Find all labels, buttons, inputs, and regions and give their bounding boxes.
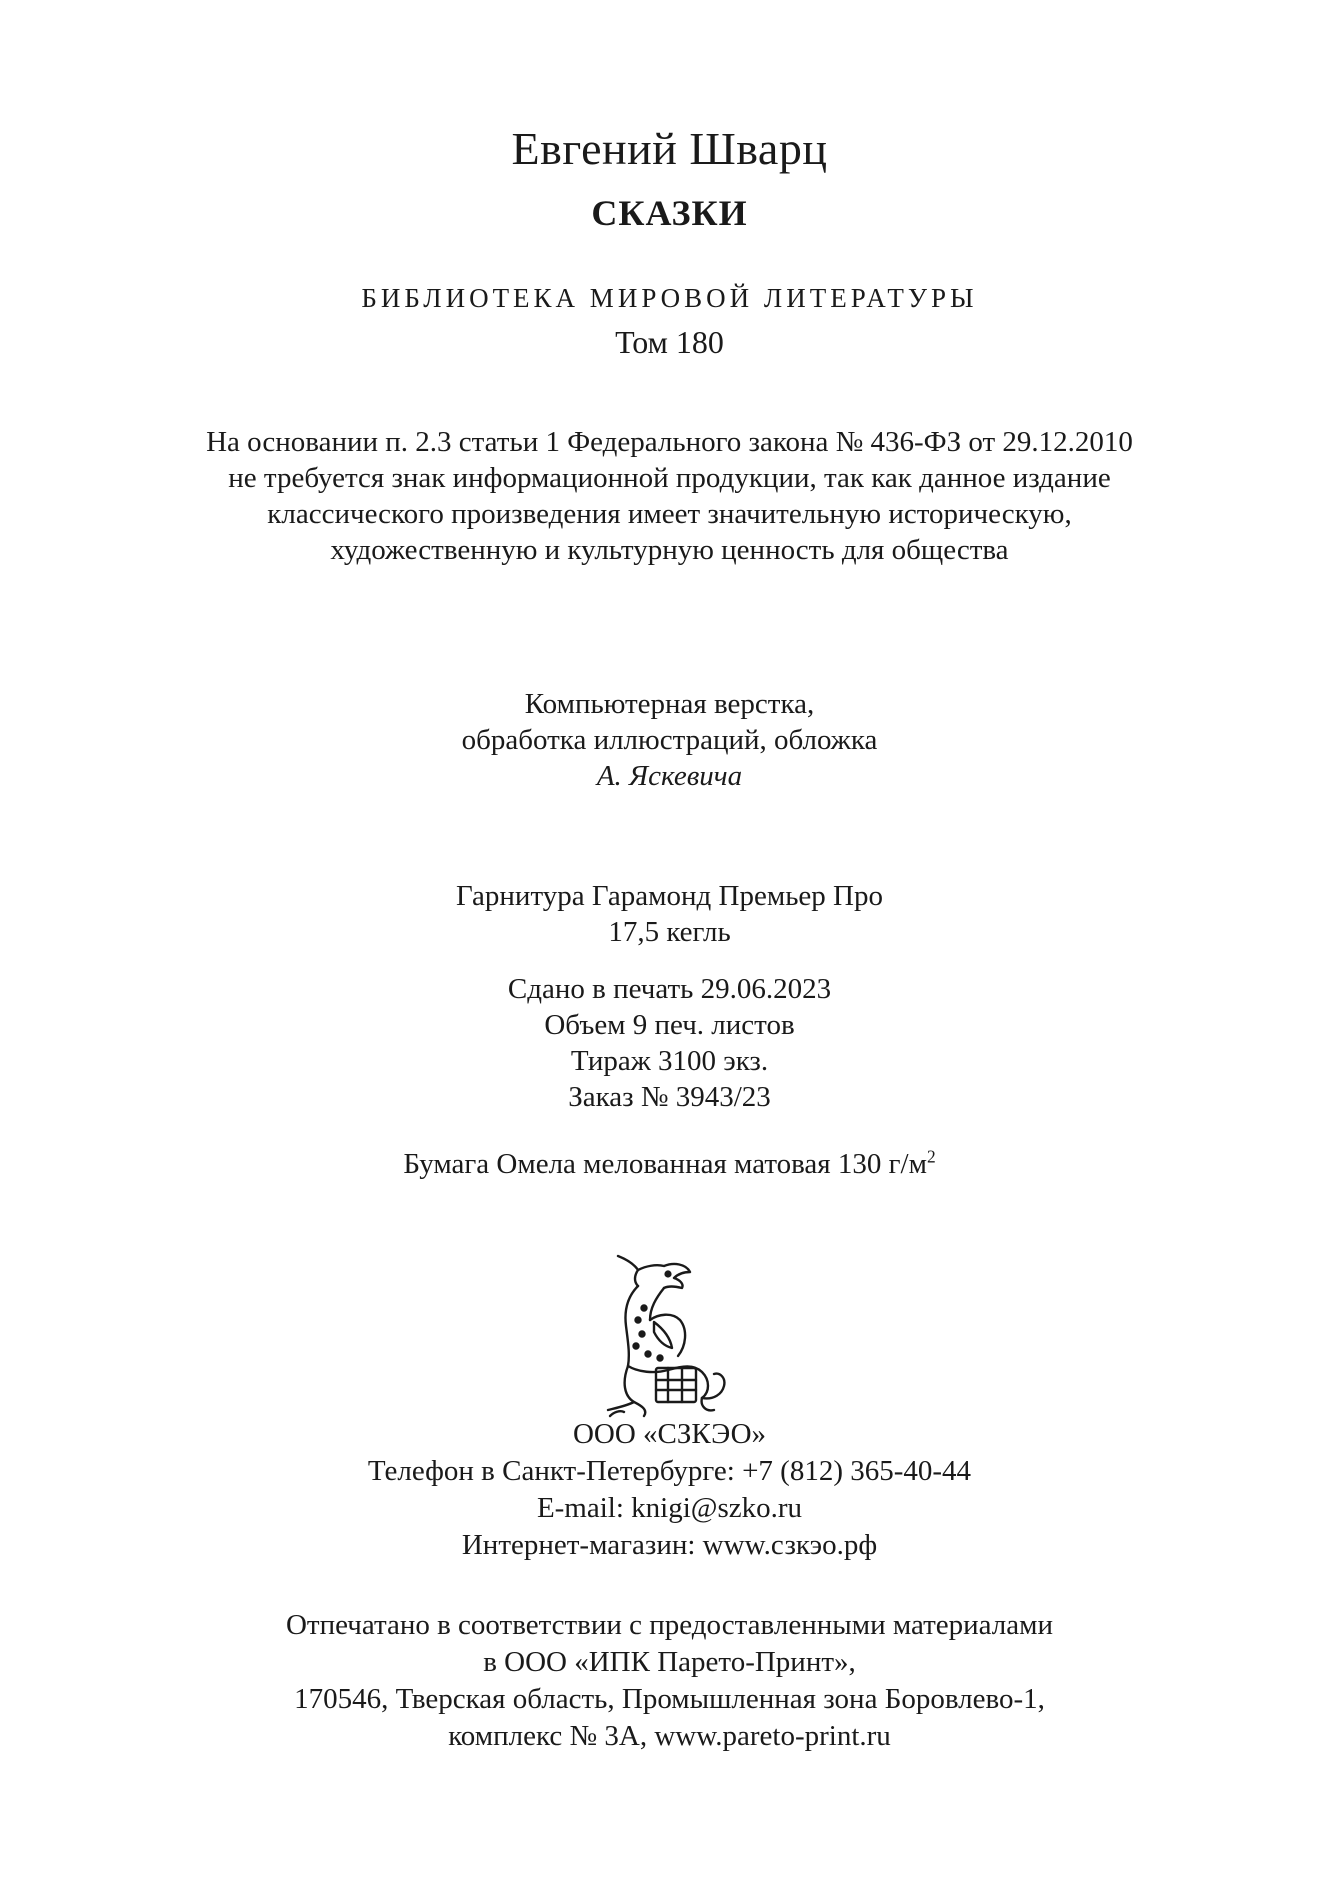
publisher-name: ООО «СЗКЭО» xyxy=(572,1418,767,1450)
volume-number: Том 180 xyxy=(615,324,724,360)
printer-line: Отпечатано в соответствии с предоставленными материалами xyxy=(285,1609,1054,1641)
font-size-info: 17,5 кегль xyxy=(608,916,731,948)
paper-text: Бумага Омела мелованная матовая 130 г/м xyxy=(403,1148,927,1180)
paper-info xyxy=(0,1146,1339,1180)
order-number: Заказ № 3943/23 xyxy=(568,1081,771,1113)
book-title: СКАЗКИ xyxy=(591,193,748,233)
author-name: Евгений Шварц xyxy=(511,123,828,174)
printer-line: 170546, Тверская область, Промышленная зона Боровлево-1, xyxy=(294,1683,1045,1715)
series-name: БИБЛИОТЕКА МИРОВОЙ ЛИТЕРАТУРЫ xyxy=(361,283,978,313)
credits-role-line: Компьютерная верстка, xyxy=(524,688,815,720)
credits-role-line: обработка иллюстраций, обложка xyxy=(461,724,878,756)
printer-line: в ООО «ИПК Парето-Принт», xyxy=(483,1646,856,1678)
dragon-emblem-icon xyxy=(598,1250,746,1420)
legal-notice-line: не требуется знак информационной продукции, так как данное издание xyxy=(228,462,1111,494)
typeface-info: Гарнитура Гарамонд Премьер Про xyxy=(456,880,883,912)
paper-superscript: 2 xyxy=(926,1146,936,1167)
publisher-shop: Интернет-магазин: www.сзкэо.рф xyxy=(461,1529,878,1561)
print-volume: Объем 9 печ. листов xyxy=(544,1009,795,1041)
publisher-email: E-mail: knigi@szko.ru xyxy=(536,1492,803,1524)
printer-line: комплекс № 3А, www.pareto-print.ru xyxy=(448,1720,891,1752)
credits-person: А. Яскевича xyxy=(596,760,743,792)
legal-notice-line: классического произведения имеет значительную историческую, xyxy=(267,498,1072,530)
legal-notice-line: На основании п. 2.3 статьи 1 Федерального закона № 436-ФЗ от 29.12.2010 xyxy=(206,426,1133,458)
legal-notice-line: художественную и культурную ценность для общества xyxy=(330,534,1009,566)
print-run: Тираж 3100 экз. xyxy=(570,1045,769,1077)
publisher-phone: Телефон в Санкт-Петербурге: +7 (812) 365-40-44 xyxy=(367,1455,972,1487)
print-date: Сдано в печать 29.06.2023 xyxy=(507,973,832,1005)
